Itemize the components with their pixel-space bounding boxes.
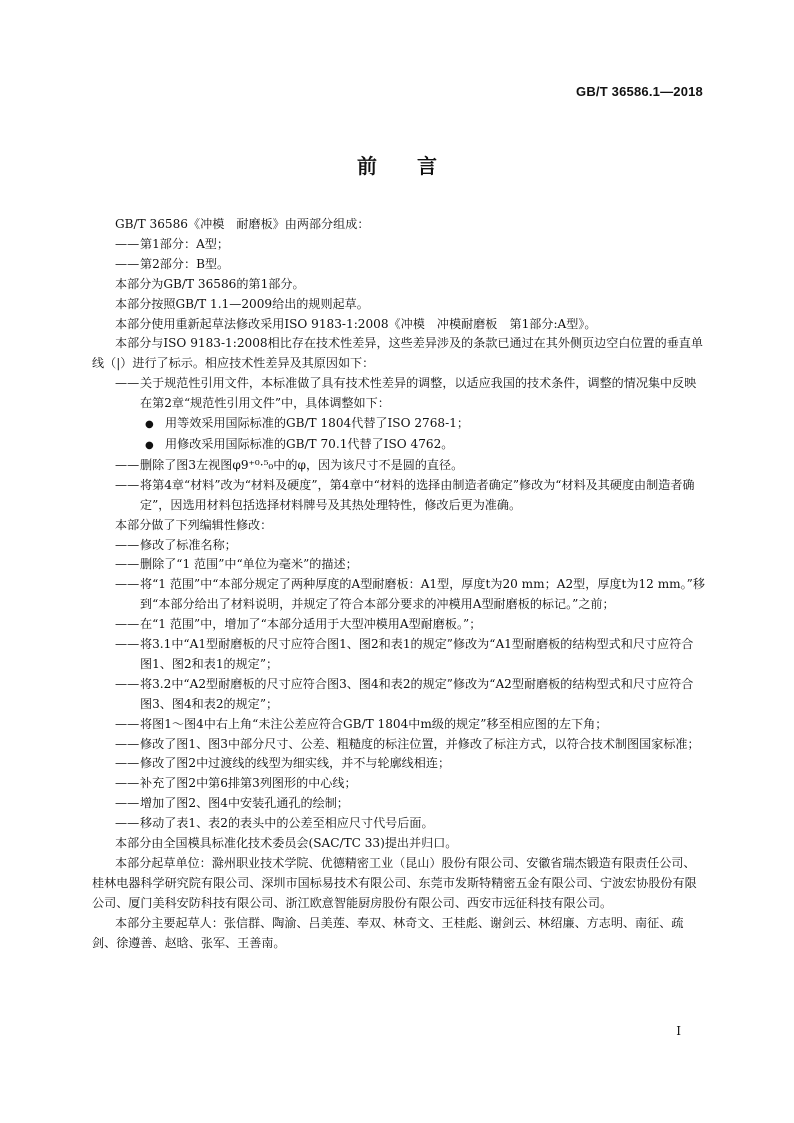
paragraph-text: 删除了“1 范围”中“单位为毫米”的描述；: [140, 557, 358, 572]
dash-list-item: [115, 575, 705, 615]
paragraph: [115, 275, 705, 295]
dash-list-item: [115, 615, 705, 635]
dash-marker: ——: [115, 617, 140, 632]
paragraph-text: 用修改采用国际标准的GB/T 70.1代替了ISO 4762。: [165, 436, 454, 451]
dash-list-item: [115, 536, 705, 556]
paragraph-text: 用等效采用国际标准的GB/T 1804代替了ISO 2768-1；: [165, 416, 470, 431]
bullet-list-item: [115, 435, 705, 456]
page-title: 前 言: [357, 154, 437, 178]
paragraph-text: 本部分使用重新起草法修改采用ISO 9183-1:2008《冲模 冲模耐磨板 第1部分:A型》。: [115, 316, 597, 331]
dash-list-item: [115, 255, 705, 275]
paragraph: [115, 834, 705, 854]
dash-marker: ——: [115, 256, 140, 271]
dash-list-item: [115, 794, 705, 814]
paragraph: [115, 315, 705, 335]
dash-marker: ——: [115, 457, 140, 472]
paragraph-text: 本部分做了下列编辑性修改：: [115, 517, 273, 532]
dash-marker: ——: [115, 676, 140, 691]
dash-list-item: [115, 555, 705, 575]
dash-marker: ——: [115, 736, 140, 751]
dash-marker: ——: [115, 376, 140, 391]
paragraph-text: 第1部分：A型；: [140, 236, 229, 251]
paragraph: [92, 334, 705, 374]
paragraph-text: 将图1～图4中右上角“未注公差应符合GB/T 1804中m级的规定”移至相应图的左下角；: [140, 716, 608, 731]
paragraph-text: 在“1 范围”中，增加了“本部分适用于大型冲模用A型耐磨板。”；: [140, 617, 482, 632]
foreword-body: [92, 215, 705, 954]
paragraph-text: 将3.1中“A1型耐磨板的尺寸应符合图1、图2和表1的规定”修改为“A1型耐磨板的结构型式和尺寸应符合图1、图2和表1的规定”；: [140, 637, 694, 671]
paragraph-text: 关于规范性引用文件，本标准做了具有技术性差异的调整，以适应我国的技术条件，调整的情况集中反映在第2章“规范性引用文件”中，具体调整如下：: [140, 376, 697, 411]
dash-marker: ——: [115, 236, 140, 251]
dash-marker: ——: [115, 477, 140, 492]
paragraph-text: 第2部分：B型。: [140, 256, 230, 271]
dash-list-item: [115, 476, 705, 516]
dash-list-item: [115, 675, 705, 715]
page-number: I: [676, 1024, 681, 1038]
paragraph-text: 修改了图2中过渡线的线型为细实线，并不与轮廓线相连；: [140, 756, 451, 771]
paragraph-text: 将3.2中“A2型耐磨板的尺寸应符合图3、图4和表2的规定”修改为“A2型耐磨板的结构型式和尺寸应符合图3、图4和表2的规定”；: [140, 676, 694, 711]
dash-marker: ——: [115, 637, 140, 652]
dash-list-item: [115, 456, 705, 476]
dash-marker: ——: [115, 716, 140, 731]
dash-list-item: [115, 635, 705, 675]
dash-list-item: [115, 754, 705, 774]
dash-list-item: [115, 715, 705, 735]
dash-list-item: [115, 774, 705, 794]
dash-list-item: [115, 814, 705, 834]
dash-marker: ——: [115, 537, 140, 552]
bullet-icon: ●: [145, 439, 154, 451]
paragraph-text: 修改了图1、图3中部分尺寸、公差、粗糙度的标注位置，并修改了标注方式，以符合技术制图国家标准；: [140, 736, 700, 751]
dash-marker: ——: [115, 796, 140, 811]
paragraph-text: 本部分为GB/T 36586的第1部分。: [115, 276, 305, 291]
dash-list-item: [115, 374, 705, 414]
paragraph: [115, 516, 705, 536]
dash-marker: ——: [115, 557, 140, 572]
bullet-icon: ●: [145, 419, 154, 431]
paragraph-text: 将“1 范围”中“本部分规定了两种厚度的A型耐磨板：A1型，厚度t为20 mm；A2型，厚度t为12 mm。”移到“本部分给出了材料说明，并规定了符合本部分要求的冲模用A型耐磨板的标记。”之前；: [140, 577, 705, 612]
dash-marker: ——: [115, 577, 140, 592]
bullet-list-item: [115, 414, 705, 435]
paragraph: [115, 295, 705, 315]
dash-marker: ——: [115, 776, 140, 791]
paragraph-text: 删除了图3左视图φ9⁺⁰·⁵₀中的φ，因为该尺寸不是圆的直径。: [140, 457, 464, 472]
standard-number: GB/T 36586.1—2018: [576, 84, 703, 99]
paragraph-text: GB/T 36586《冲模 耐磨板》由两部分组成：: [115, 217, 370, 231]
dash-list-item: [115, 735, 705, 755]
paragraph: [92, 854, 705, 914]
paragraph: [92, 914, 705, 954]
paragraph-text: 本部分按照GB/T 1.1—2009给出的规则起草。: [115, 296, 369, 311]
dash-marker: ——: [115, 816, 140, 831]
paragraph: [115, 215, 705, 235]
paragraph-text: 将第4章“材料”改为“材料及硬度”，第4章中“材料的选择由制造者确定”修改为“材料及其硬度由制造者确定”，因选用材料包括选择材料牌号及其热处理特性，修改后更为准确。: [140, 477, 695, 512]
paragraph-text: 本部分主要起草人：张信群、陶渝、吕美莲、奉双、林奇文、王桂彪、谢剑云、林绍廉、方志明、南征、疏剑、徐遵善、赵晗、张军、王善南。: [92, 915, 684, 950]
paragraph-text: 本部分与ISO 9183-1:2008相比存在技术性差异，这些差异涉及的条款已通过在其外侧页边空白位置的垂直单线（|）进行了标示。相应技术性差异及其原因如下：: [92, 336, 703, 371]
paragraph-text: 增加了图2、图4中安装孔通孔的绘制；: [140, 796, 349, 811]
paragraph-text: 修改了标准名称；: [140, 537, 237, 552]
paragraph-text: 移动了表1、表2的表头中的公差至相应尺寸代号后面。: [140, 816, 434, 831]
paragraph-text: 本部分起草单位：滁州职业技术学院、优德精密工业（昆山）股份有限公司、安徽省瑞杰锻造有限责任公司、桂林电器科学研究院有限公司、深圳市国标易技术有限公司、东莞市发斯特精密五金有限公司、宁波宏协股份有限公司、厦门美科安防科技有限公司、浙江欧意智能厨房股份有限公司、西安市远征科技有限公司。: [92, 856, 697, 910]
paragraph-text: 本部分由全国模具标准化技术委员会(SAC/TC 33)提出并归口。: [115, 836, 458, 851]
dash-list-item: [115, 235, 705, 255]
paragraph-text: 补充了图2中第6排第3列图形的中心线；: [140, 776, 357, 791]
dash-marker: ——: [115, 756, 140, 771]
